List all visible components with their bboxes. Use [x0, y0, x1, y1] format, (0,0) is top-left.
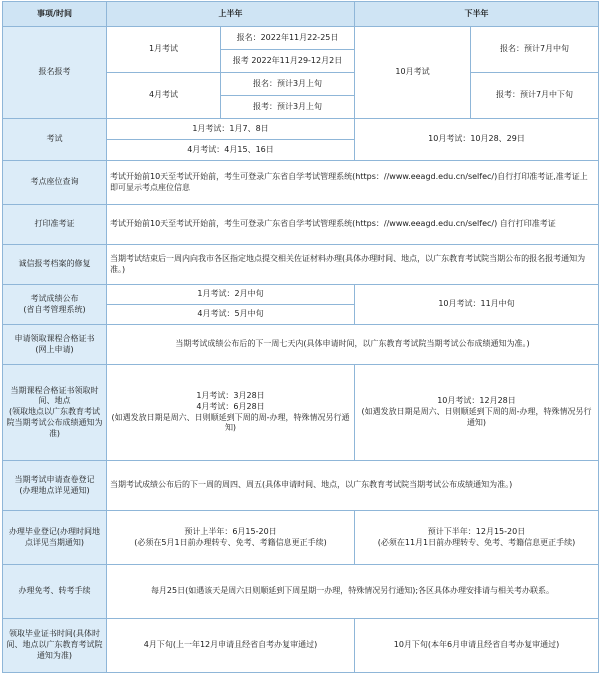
registration-oct-reg: 报名：预计7月中旬 — [471, 27, 599, 73]
registration-apr-reg2: 报考：预计3月上旬 — [221, 96, 355, 119]
diploma-first: 4月下旬(上一年12月申请且经省自考办复审通过) — [107, 619, 355, 673]
results-oct: 10月考试：11月中旬 — [355, 285, 599, 325]
diploma-second: 10月下旬(本年6月申请且经省自考办复审通过) — [355, 619, 599, 673]
print-ticket-label: 打印准考证 — [3, 205, 107, 245]
graduation-first: 预计上半年：6月15-20日 (必须在5月1日前办理转专、免考、考籍信息更正手续) — [107, 511, 355, 565]
registration-jan-exam: 1月考试 — [107, 27, 221, 73]
registration-label: 报名报考 — [3, 27, 107, 119]
header-item: 事项/时间 — [3, 2, 107, 27]
seat-query-content: 考试开始前10天至考试开始前，考生可登录广东省自学考试管理系统(https：//www.eeagd.edu.cn/selfec/)自行打印准考证,准考证上即可显示考点座位信息 — [107, 161, 599, 205]
graduation-second: 预计下半年：12月15-20日 (必须在11月1日前办理转专、免考、考籍信息更正手续) — [355, 511, 599, 565]
graduation-row — [3, 511, 599, 565]
exam-apr: 4月考试：4月15、16日 — [107, 140, 355, 161]
collect-cert-row — [3, 365, 599, 461]
results-label: 考试成绩公布 (省自考管理系统) — [3, 285, 107, 325]
integrity-label: 诚信报考档案的修复 — [3, 245, 107, 285]
diploma-row — [3, 619, 599, 673]
header-second-half: 下半年 — [355, 2, 599, 27]
results-jan: 1月考试：2月中旬 — [107, 285, 355, 305]
apply-cert-label: 申请领取课程合格证书 (网上申请) — [3, 325, 107, 365]
registration-apr-exam: 4月考试 — [107, 73, 221, 119]
registration-oct-reg2: 报考：预计7月中下旬 — [471, 73, 599, 119]
seat-query-row — [3, 161, 599, 205]
collect-cert-first: 1月考试：3月28日 4月考试：6月28日 (如遇发放日期是周六、日则顺延到下周的周-办理，特殊情况另行通知) — [107, 365, 355, 461]
apply-cert-content: 当期考试成绩公布后的下一周七天内(具体申请时间，以广东教育考试院当期考试公布成绩通知为准。) — [107, 325, 599, 365]
transfer-content: 每月25日(如遇该天是周六日则顺延到下周星期一办理，特殊情况另行通知);各区具体办理安排请与相关考办联系。 — [107, 565, 599, 619]
graduation-label: 办理毕业登记(办理时间地点详见当期通知) — [3, 511, 107, 565]
diploma-label: 领取毕业证书时间(具体时间、地点以广东教育考试院通知为准) — [3, 619, 107, 673]
header-first-half: 上半年 — [107, 2, 355, 27]
exam-schedule-table — [2, 1, 599, 673]
recheck-label: 当期考试申请查卷登记 (办理地点详见通知) — [3, 461, 107, 511]
apply-cert-row — [3, 325, 599, 365]
print-ticket-row — [3, 205, 599, 245]
transfer-label: 办理免考、转考手续 — [3, 565, 107, 619]
registration-apr-reg: 报名：预计3月上旬 — [221, 73, 355, 96]
print-ticket-content: 考试开始前10天至考试开始前，考生可登录广东省自学考试管理系统(https：//www.eeagd.edu.cn/selfec/) 自行打印准考证 — [107, 205, 599, 245]
exam-jan: 1月考试：1月7、8日 — [107, 119, 355, 140]
recheck-content: 当期考试成绩公布后的下一周的周四、周五(具体申请时间、地点，以广东教育考试院当期考试公布成绩通知为准。) — [107, 461, 599, 511]
results-apr: 4月考试：5月中旬 — [107, 305, 355, 325]
exam-label: 考试 — [3, 119, 107, 161]
transfer-row — [3, 565, 599, 619]
registration-jan-reg2: 报考 2022年11月29-12月2日 — [221, 50, 355, 73]
exam-row-1 — [3, 119, 599, 140]
integrity-row — [3, 245, 599, 285]
collect-cert-second: 10月考试：12月28日 (如遇发放日期是周六、日则顺延到下周的周-办理，特殊情况另行通知) — [355, 365, 599, 461]
header-row — [3, 2, 599, 27]
collect-cert-label: 当期课程合格证书领取时间、地点 (领取地点以广东教育考试院当期考试公布成绩通知为准) — [3, 365, 107, 461]
registration-jan-reg: 报名：2022年11月22-25日 — [221, 27, 355, 50]
integrity-content: 当期考试结束后一周内向我市各区指定地点提交相关佐证材料办理(具体办理时间、地点，以广东教育考试院当期公布的报名报考通知为准。) — [107, 245, 599, 285]
results-row-1 — [3, 285, 599, 305]
registration-row-1 — [3, 27, 599, 50]
recheck-row — [3, 461, 599, 511]
exam-oct: 10月考试：10月28、29日 — [355, 119, 599, 161]
registration-oct-exam: 10月考试 — [355, 27, 471, 119]
seat-query-label: 考点座位查询 — [3, 161, 107, 205]
